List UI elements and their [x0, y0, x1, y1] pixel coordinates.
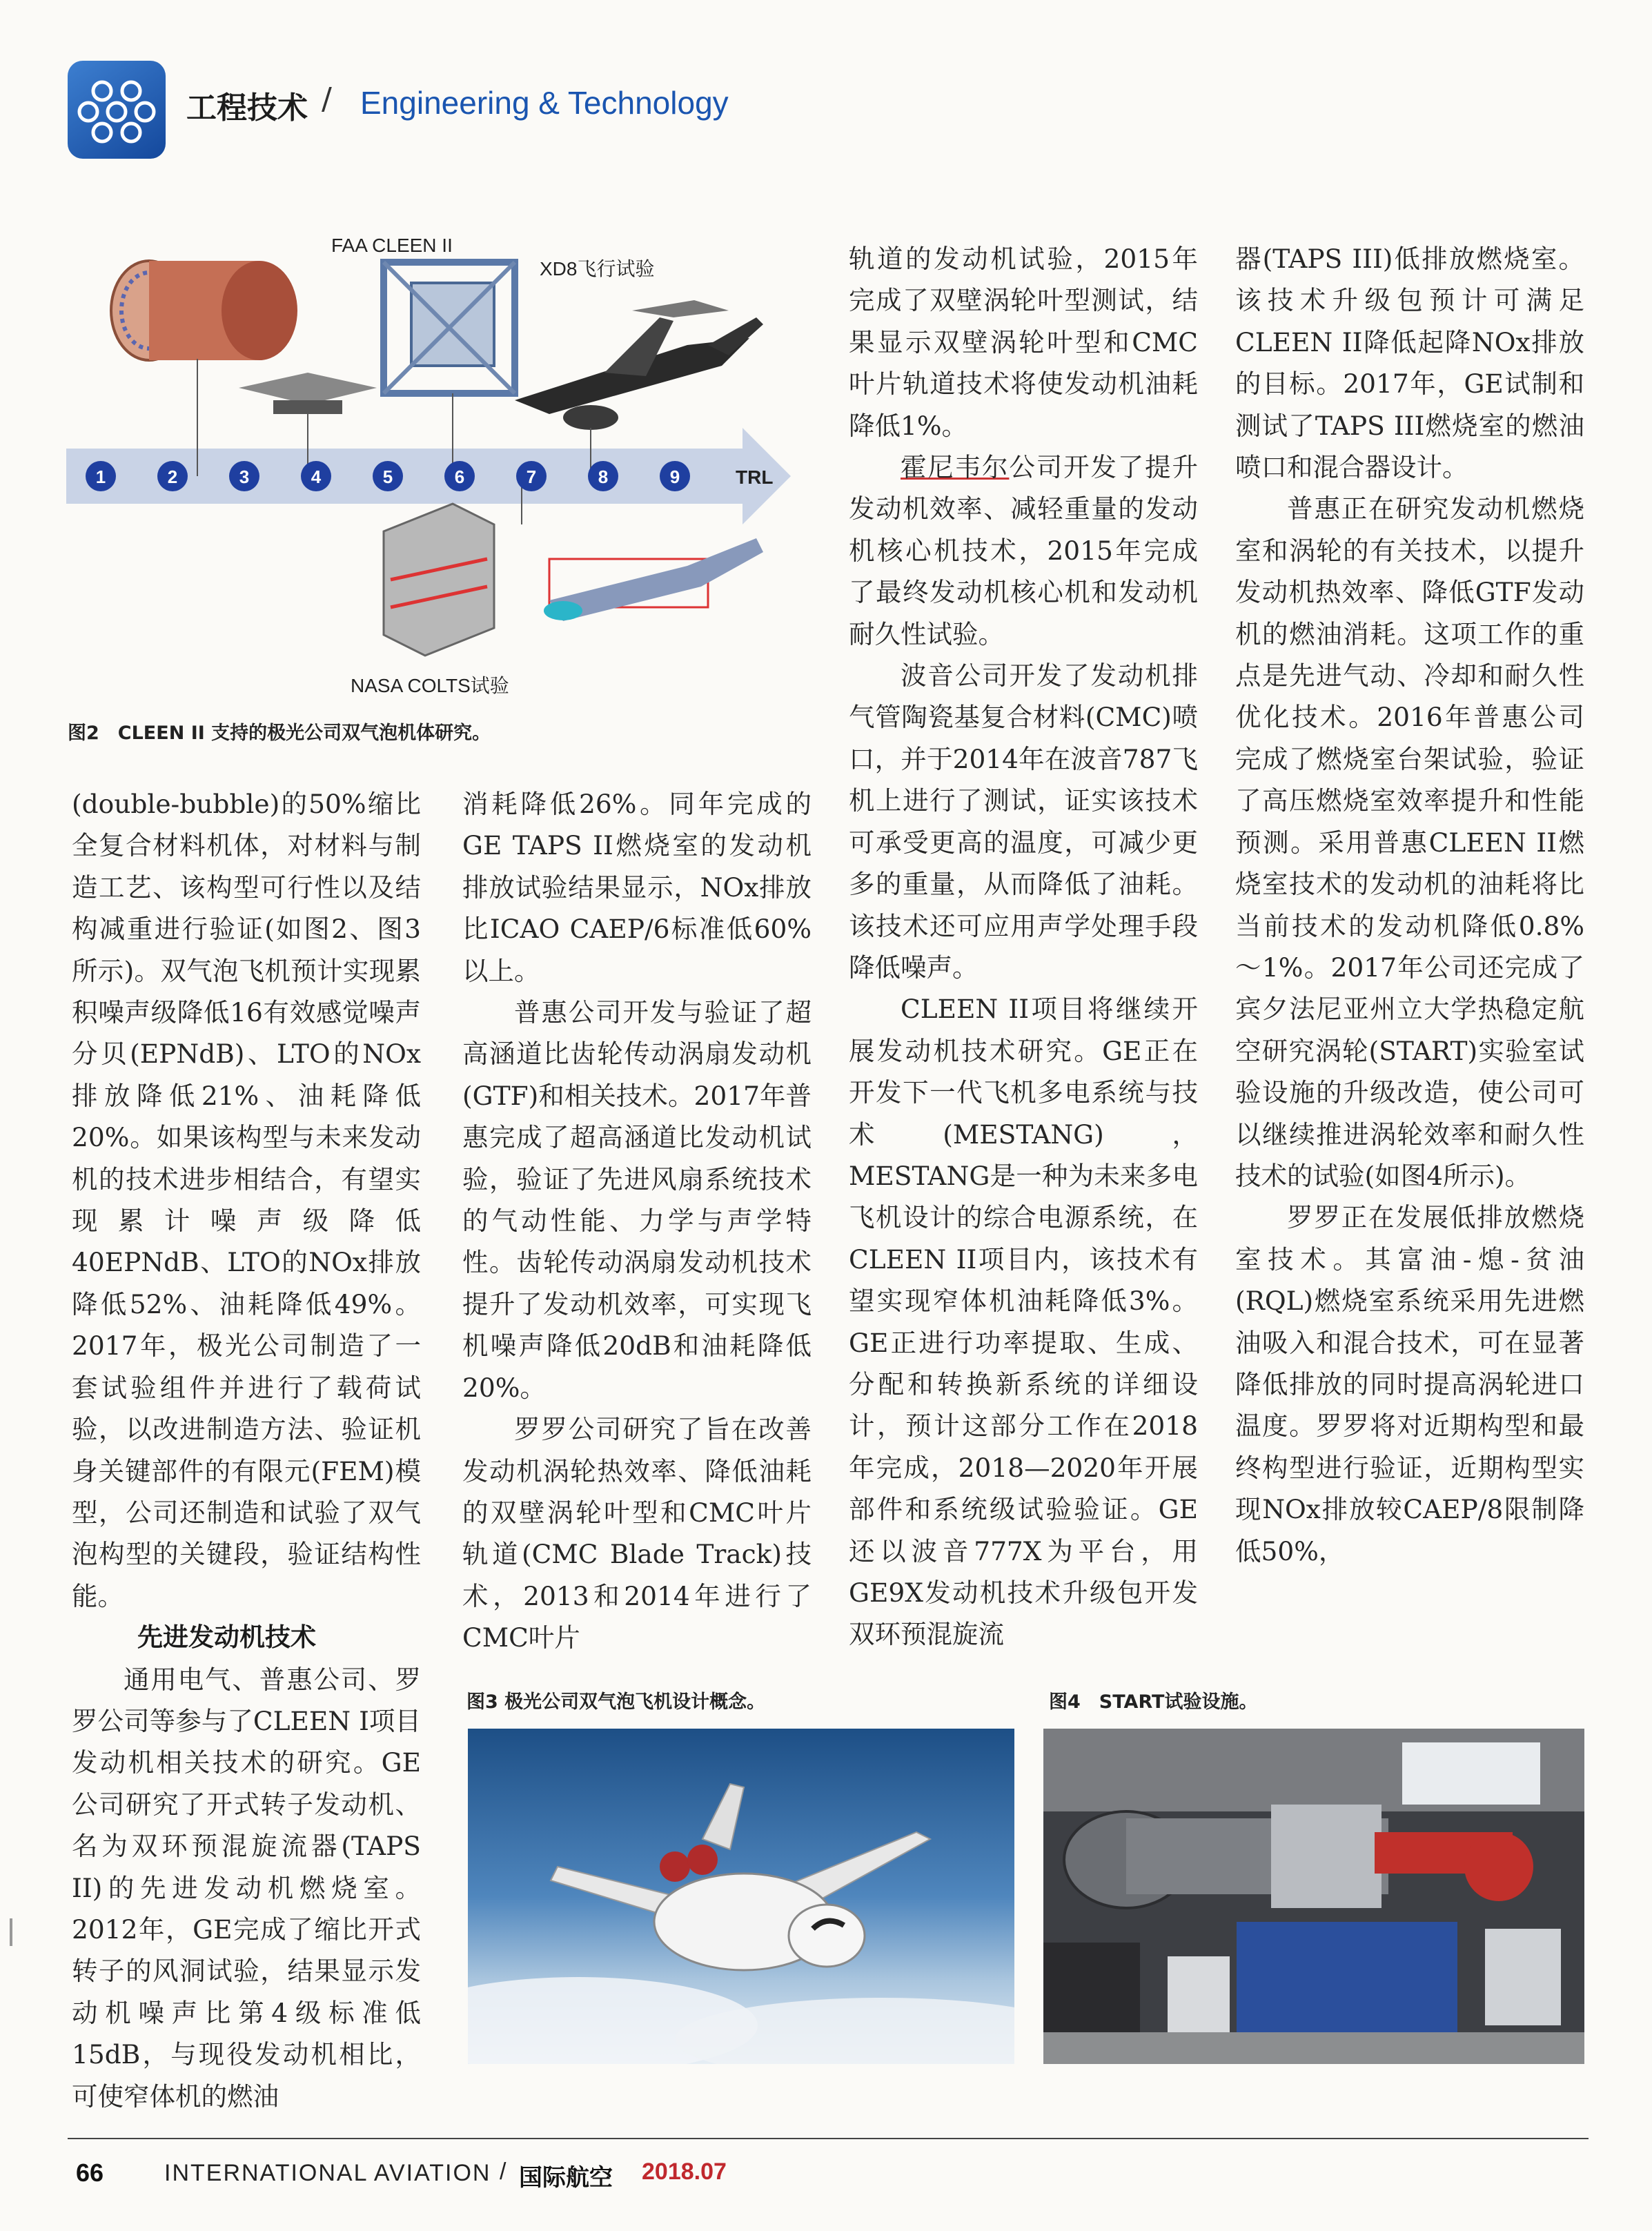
- highlighted-company-name: 霍尼韦尔: [901, 452, 1010, 483]
- paragraph: 通用电气、普惠公司、罗罗公司等参与了CLEEN I项目发动机相关技术的研究。GE公司研究了开式转子发动机、名为双环预混旋流器(TAPS II)的先进发动机燃烧室。2012年，GE完成了缩比开式转子的风洞试验，结果显示发动机噪声比第4级标准低15dB，与现役发动机相比，可使窄体机的燃油: [72, 1664, 421, 2112]
- text-column-1: [72, 783, 421, 2117]
- hexagon-network-icon: [68, 61, 166, 159]
- panel-fixture-illustration: [239, 373, 377, 414]
- trl-marker-label: 6: [454, 466, 465, 487]
- figure-3-double-bubble-aircraft-image: [468, 1729, 1014, 2064]
- section-title-cn: 工程技术: [186, 90, 308, 126]
- paragraph: CLEEN II项目将继续开展发动机技术研究。GE正在开发下一代飞机多电系统与技术(MESTANG)，MESTANG是一种为未来多电飞机设计的综合电源系统，在CLEEN II项目内，该技术有望实现窄体机油耗降低3%。GE正进行功率提取、生成、分配和转换新系统的详细设计，预计这部分工作在2018年完成，2018—2020年开展部件和系统级试验验证。GE还以波音777X为平台，用GE9X发动机技术升级包开发双环预混旋流: [849, 994, 1198, 1650]
- trl-marker-label: 1: [95, 466, 106, 487]
- trl-marker-label: 8: [598, 466, 609, 487]
- label-faa-cleen: FAA CLEEN II: [331, 235, 453, 256]
- trl-marker-label: 5: [382, 466, 393, 487]
- label-trl: TRL: [736, 466, 774, 488]
- trl-marker-label: 3: [239, 466, 250, 487]
- paragraph: (double-bubble)的50%缩比全复合材料机体，对材料与制造工艺、该构型可行性以及结构减重进行验证(如图2、图3所示)。双气泡飞机预计实现累积噪声级降低16有效感觉噪声分贝(EPNdB)、LTO的NOx排放降低21%、油耗降低20%。如果该构型与未来发动机的技术进步相结合，有望实现累计噪声级降低40EPNdB、LTO的NOx排放降低52%、油耗降低49%。2017年，极光公司制造了一套试验组件并进行了载荷试验，以改进制造方法、验证机身关键部件的有限元(FEM)模型，公司还制造和试验了双气泡构型的关键段，验证结构性能。: [72, 789, 421, 1611]
- magazine-name-en: INTERNATIONAL AVIATION: [164, 2160, 491, 2186]
- trl-marker-label: 2: [167, 466, 178, 487]
- paragraph: 波音公司开发了发动机排气管陶瓷基复合材料(CMC)喷口，并于2014年在波音787飞机上进行了测试，证实该技术可承受更高的温度，可减少更多的重量，从而降低了油耗。该技术还可应用声学处理手段降低噪声。: [849, 660, 1198, 983]
- issue-date: 2018.07: [642, 2159, 727, 2185]
- fuselage-barrel-illustration: [111, 261, 297, 360]
- magazine-logo: [68, 61, 166, 159]
- paragraph: 普惠正在研究发动机燃烧室和涡轮的有关技术，以提升发动机热效率、降低GTF发动机的燃油消耗。这项工作的重点是先进气动、冷却和耐久性优化技术。2016年普惠公司完成了燃烧室台架试验，验证了高压燃烧室效率提升和性能预测。采用普惠CLEEN II燃烧室技术的发动机的油耗将比当前技术的发动机降低0.8%～1%。2017年公司还完成了宾夕法尼亚州立大学热稳定航空研究涡轮(START)实验室试验设施的升级改造，使公司可以继续推进涡轮效率和耐久性技术的试验(如图4所示)。: [1235, 493, 1584, 1191]
- trl-marker-label: 9: [669, 466, 680, 487]
- page-number: 66: [76, 2159, 104, 2187]
- trl-marker-label: 4: [311, 466, 322, 487]
- label-xd8-flight-test: XD8飞行试验: [540, 258, 655, 279]
- paragraph: 器(TAPS III)低排放燃烧室。该技术升级包预计可满足CLEEN II降低起降NOx排放的目标。2017年，GE试制和测试了TAPS III燃烧室的燃油喷口和混合器设计。: [1235, 244, 1584, 483]
- test-rig-illustration: [384, 262, 515, 393]
- section-title-en: Engineering & Technology: [360, 85, 729, 121]
- section-title-separator: /: [322, 81, 332, 117]
- label-nasa-colts: NASA COLTS试验: [351, 675, 509, 696]
- footer-rule: [68, 2138, 1589, 2139]
- text-column-4: [1235, 238, 1584, 1572]
- paragraph: 罗罗公司研究了旨在改善发动机涡轮热效率、降低油耗的双壁涡轮叶型和CMC叶片轨道(CMC Blade Track)技术，2013和2014年进行了CMC叶片: [462, 1414, 812, 1653]
- magazine-name-cn: 国际航空: [519, 2164, 613, 2192]
- paragraph-text: 公司开发了提升发动机效率、减轻重量的发动机核心机技术，2015年完成了最终发动机核心机和发动机耐久性试验。: [849, 452, 1199, 649]
- paragraph: 普惠公司开发与验证了超高涵道比齿轮传动涡扇发动机(GTF)和相关技术。2017年普惠完成了超高涵道比发动机试验，验证了先进风扇系统技术的气动性能、力学与声学特性。齿轮传动涡扇发动机技术提升了发动机效率，可实现飞机噪声降低20dB和油耗降低20%。: [462, 997, 812, 1403]
- xd8-aircraft-illustration: [515, 300, 763, 430]
- text-column-3: [849, 238, 1198, 1655]
- footer-separator: /: [500, 2159, 507, 2185]
- text-column-2: [462, 783, 812, 1659]
- margin-mark: [10, 1918, 12, 1946]
- colts-facility-illustration: [384, 504, 763, 656]
- figure-2-trl-diagram: [66, 235, 832, 704]
- figure-3-caption: 图3 极光公司双气泡飞机设计概念。: [466, 1691, 766, 1713]
- trl-marker-label: 7: [526, 466, 537, 487]
- paragraph: 轨道的发动机试验，2015年完成了双壁涡轮叶型测试，结果显示双壁涡轮叶型和CMC叶片轨道技术将使发动机油耗降低1%。: [849, 244, 1198, 441]
- figure-4-caption: 图4 START试验设施。: [1049, 1691, 1258, 1713]
- section-heading: 先进发动机技术: [137, 1622, 316, 1653]
- paragraph: [849, 446, 1198, 655]
- paragraph: 消耗降低26%。同年完成的GE TAPS II燃烧室的发动机排放试验结果显示，NOx排放比ICAO CAEP/6标准低60%以上。: [462, 789, 812, 986]
- paragraph: 罗罗正在发展低排放燃烧室技术。其富油-熄-贫油(RQL)燃烧室系统采用先进燃油吸入和混合技术，可在显著降低排放的同时提高涡轮进口温度。罗罗将对近期构型和最终构型进行验证，近期构型实现NOx排放较CAEP/8限制降低50%，: [1235, 1202, 1584, 1566]
- figure-2-caption: 图2 CLEEN II 支持的极光公司双气泡机体研究。: [68, 723, 491, 744]
- figure-4-start-facility-photo: [1043, 1729, 1584, 2064]
